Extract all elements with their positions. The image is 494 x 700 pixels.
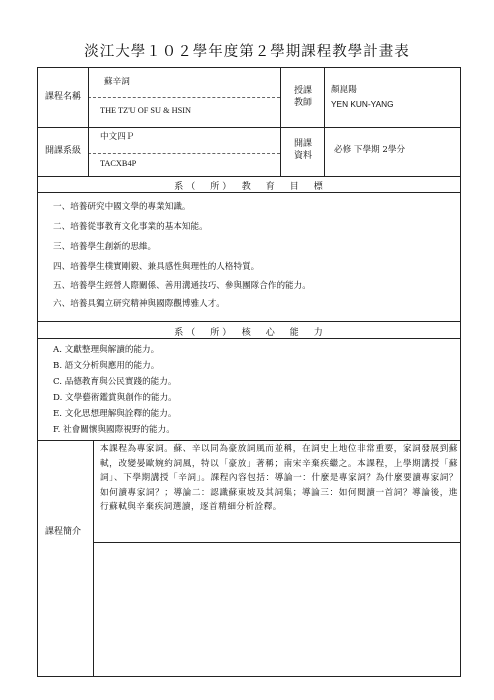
teacher-name-en: YEN KUN-YANG [331,99,394,109]
dept-code: TACXB4P [100,159,137,168]
objective-item: 四、培養學生樸實剛毅、兼具感性與理性的人格特質。 [53,262,260,272]
course-name-zh: 蘇辛詞 [104,77,130,87]
objective-item: 五、培養學生經營人際關係、善用溝通技巧、參與團隊合作的能力。 [53,281,311,291]
objective-item: 六、培養具獨立研究精神與國際觀博雅人才。 [53,299,225,309]
dept-name: 中文四Ｐ [100,132,135,142]
competency-item: C. 品德教育與公民實踐的能力。 [53,377,177,387]
objective-item: 二、培養從事教育文化事業的基本知能。 [53,222,208,232]
dept-label: 開課系級 [45,146,82,156]
competency-item: E. 文化思想理解與詮釋的能力。 [53,409,177,419]
objectives-heading: 系（ 所） 教 育 目 標 [174,182,326,192]
course-name-label: 課程名稱 [45,92,82,102]
document-title: 淡江大學１０２學年度第２學期課程教學計畫表 [84,44,410,60]
course-info-label-2: 資料 [294,151,313,161]
course-plan-table [37,67,461,677]
course-name-en: THE TZ'U OF SU & HSIN [100,106,191,115]
objective-item: 三、培養學生創新的思維。 [53,242,157,252]
teacher-label-1: 授課 [294,86,313,96]
competency-item: F. 社會關懷與國際視野的能力。 [53,425,175,435]
teacher-label-2: 教師 [294,98,313,108]
course-info-label-1: 開課 [294,139,313,149]
competency-item: B. 語文分析與應用的能力。 [53,361,160,371]
course-info-value: 必修 下學期 2學分 [334,145,406,155]
intro-text: 本課程為專家詞。蘇、辛以同為豪放詞風而並稱，在詞史上地位非常重要，家詞發展到蘇軾，改變晏歐婉約詞風，特以「豪放」著稱；南宋辛棄疾繼之。本課程，上學期講授「蘇詞」、下學期講授「辛詞」。課程內容包括：導論一：什麼是專家詞？為什麼要讀專家詞？如何讀專家詞？；導論二：認識蘇東坡及其詞集；導論三：如何閱讀一首詞？導論後，進行蘇軾與辛棄疾詞選讀，逐首精細分析詮釋。 [100,444,458,513]
competency-item: D. 文學藝術鑑賞與創作的能力。 [53,393,177,403]
competencies-heading: 系（ 所） 核 心 能 力 [174,328,326,338]
intro-section [38,440,460,676]
objective-item: 一、培養研究中國文學的專業知識。 [53,202,191,212]
intro-label: 課程簡介 [45,527,82,537]
teacher-name-zh: 顏崑陽 [331,85,357,95]
competency-item: A. 文獻整理與解讀的能力。 [53,345,160,355]
